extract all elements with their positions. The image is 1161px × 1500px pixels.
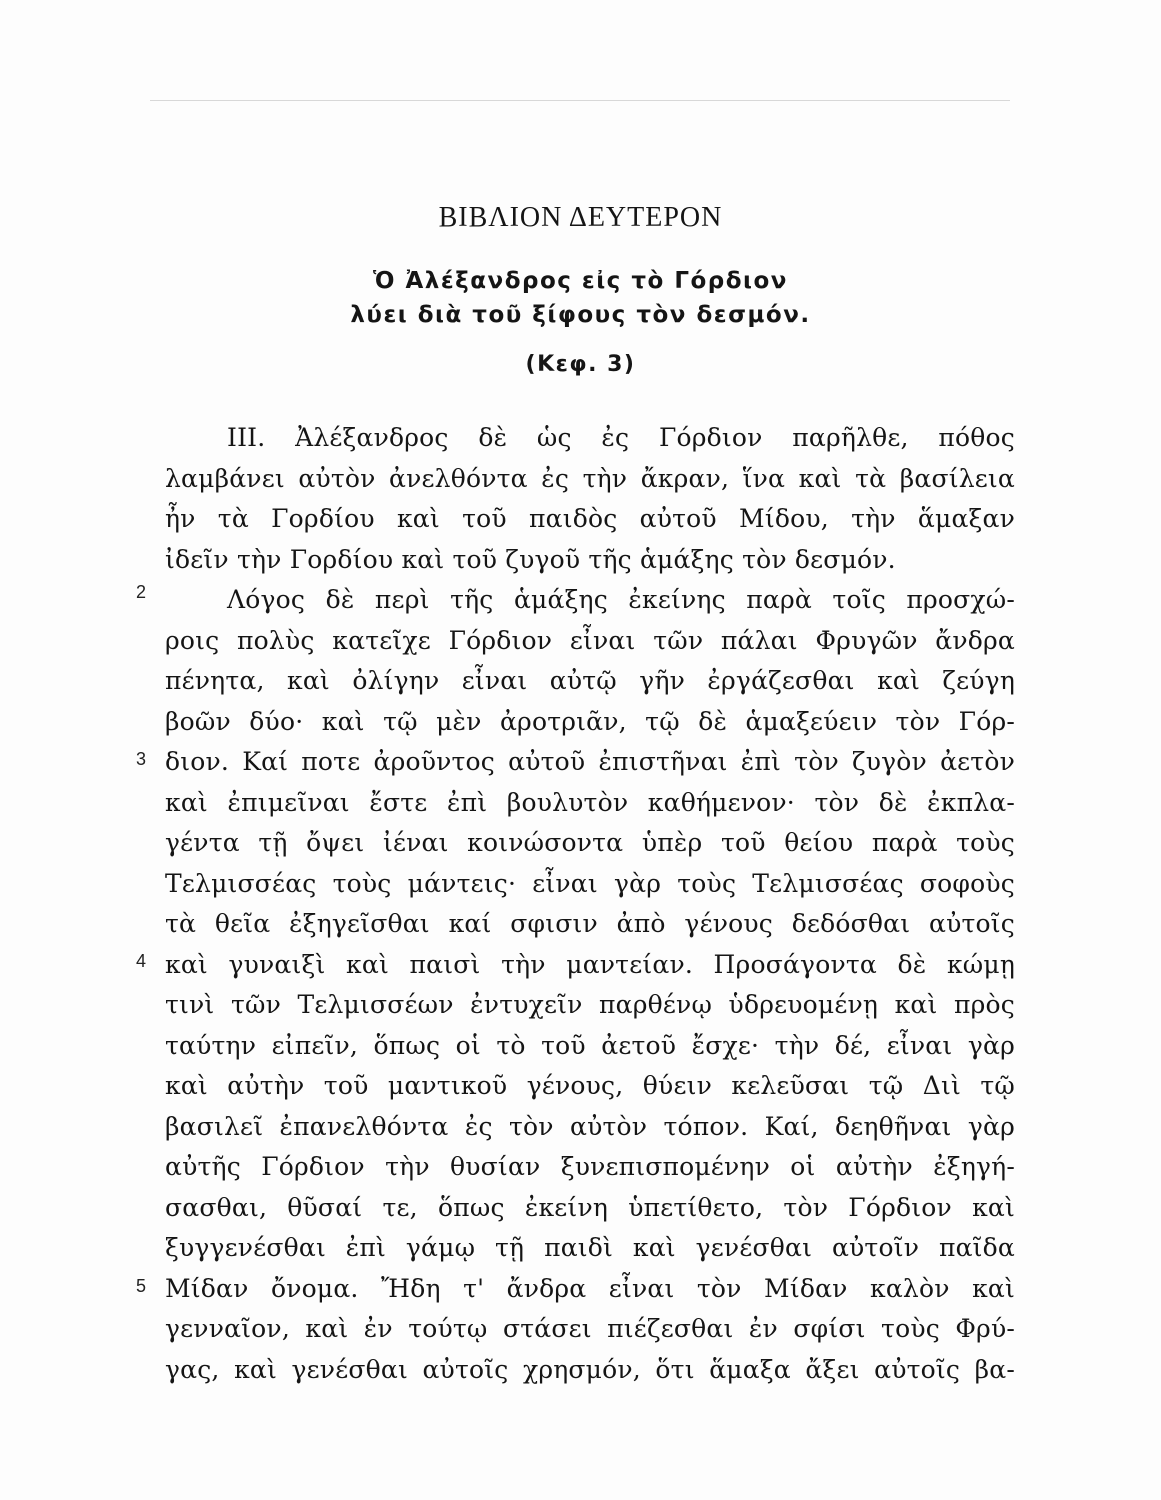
- text-line: πένητα, καὶ ὀλίγην εἶναι αὐτῷ γῆν ἐργάζεσθαι καὶ ζεύγη: [165, 666, 1015, 695]
- text-line: καὶ αὐτὴν τοῦ μαντικοῦ γένους, θύειν κελεῦσαι τῷ Διὶ τῷ: [165, 1071, 1015, 1100]
- text-line: γέντα τῇ ὄψει ἰέναι κοινώσοντα ὑπὲρ τοῦ θείου παρὰ τοὺς: [165, 828, 1015, 857]
- text-line: βοῶν δύο· καὶ τῷ μὲν ἀροτριᾶν, τῷ δὲ ἁμαξεύειν τὸν Γόρ-: [165, 706, 1015, 736]
- text-line: ἰδεῖν τὴν Γορδίου καὶ τοῦ ζυγοῦ τῆς ἁμάξης τὸν δεσμόν.: [165, 544, 896, 574]
- section-title-line-1: Ὁ Ἀλέξανδρος εἰς τὸ Γόρδιον: [373, 268, 788, 294]
- text-line: Μίδαν ὄνομα. Ἤδη τ' ἄνδρα εἶναι τὸν Μίδαν καλὸν καὶ: [165, 1273, 1015, 1303]
- margin-number: 2: [136, 582, 147, 602]
- text-line: ξυγγενέσθαι ἐπὶ γάμῳ τῇ παιδὶ καὶ γενέσθαι αὐτοῖν παῖδα: [165, 1233, 1015, 1262]
- text-line: γενναῖον, καὶ ἐν τούτῳ στάσει πιέζεσθαι ἐν σφίσι τοὺς Φρύ-: [165, 1314, 1015, 1343]
- margin-number: 3: [136, 749, 147, 769]
- text-line: τὰ θεῖα ἐξηγεῖσθαι καί σφισιν ἀπὸ γένους δεδόσθαι αὐτοῖς: [165, 909, 1015, 938]
- text-line: σασθαι, θῦσαί τε, ὅπως ἐκείνη ὑπετίθετο, τὸν Γόρδιον καὶ: [165, 1192, 1015, 1222]
- text-line: ροις πολὺς κατεῖχε Γόρδιον εἶναι τῶν πάλαι Φρυγῶν ἄνδρα: [165, 625, 1015, 655]
- margin-number: 4: [136, 951, 147, 971]
- bleed-through-rule: [150, 100, 1010, 101]
- text-line: ταύτην εἰπεῖν, ὅπως οἱ τὸ τοῦ ἀετοῦ ἔσχε· τὴν δέ, εἶναι γὰρ: [165, 1030, 1015, 1060]
- text-line: τινὶ τῶν Τελμισσέων ἐντυχεῖν παρθένῳ ὑδρευομένῃ καὶ πρὸς: [165, 990, 1015, 1019]
- text-line: καὶ γυναιξὶ καὶ παισὶ τὴν μαντείαν. Προσάγοντα δὲ κώμῃ: [165, 949, 1015, 979]
- text-line: βασιλεῖ ἐπανελθόντα ἐς τὸν αὐτὸν τόπον. Καί, δεηθῆναι γὰρ: [165, 1111, 1015, 1141]
- margin-number: 5: [136, 1276, 147, 1296]
- section-title-line-2: λύει διὰ τοῦ ξίφους τὸν δεσμόν.: [350, 302, 811, 328]
- text-line: Τελμισσέας τοὺς μάντεις· εἶναι γὰρ τοὺς Τελμισσέας σοφοὺς: [165, 868, 1015, 898]
- book-title: ΒΙΒΛΙΟΝ ΔΕΥΤΕΡΟΝ: [438, 202, 723, 233]
- text-line: Λόγος δὲ περὶ τῆς ἁμάξης ἐκείνης παρὰ τοῖς προσχώ-: [227, 585, 1015, 614]
- main-text: [165, 418, 1015, 1390]
- text-line: αὐτῆς Γόρδιον τὴν θυσίαν ξυνεπισπομένην οἱ αὐτὴν ἐξηγή-: [165, 1152, 1015, 1181]
- text-line: καὶ ἐπιμεῖναι ἔστε ἐπὶ βουλυτὸν καθήμενον· τὸν δὲ ἐκπλα-: [165, 787, 1015, 817]
- text-line: γας, καὶ γενέσθαι αὐτοῖς χρησμόν, ὅτι ἅμαξα ἄξει αὐτοῖς βα-: [165, 1354, 1015, 1384]
- text-line: λαμβάνει αὐτὸν ἀνελθόντα ἐς τὴν ἄκραν, ἵνα καὶ τὰ βασίλεια: [165, 463, 1015, 493]
- chapter-reference: (Κεφ. 3): [525, 352, 636, 377]
- text-line: III. Ἀλέξανδρος δὲ ὡς ἐς Γόρδιον παρῆλθε, πόθος: [227, 423, 1015, 452]
- text-line: διον. Καί ποτε ἀροῦντος αὐτοῦ ἐπιστῆναι ἐπὶ τὸν ζυγὸν ἀετὸν: [165, 747, 1015, 776]
- text-line: ἦν τὰ Γορδίου καὶ τοῦ παιδὸς αὐτοῦ Μίδου, τὴν ἅμαξαν: [165, 504, 1015, 533]
